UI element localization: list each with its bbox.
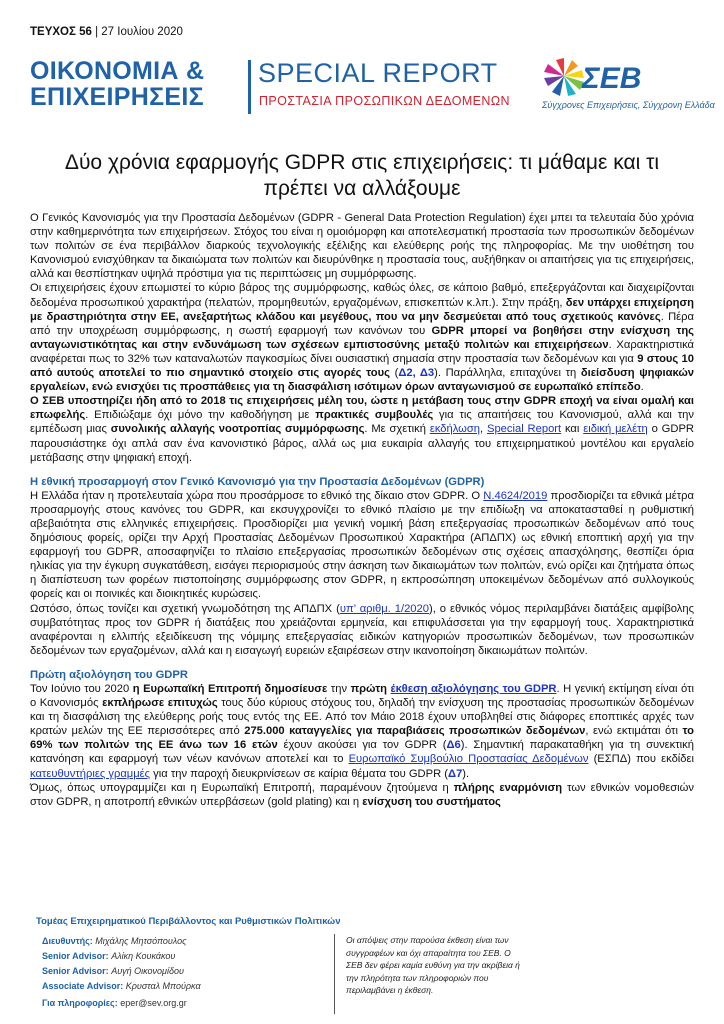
disclaimer-divider — [334, 934, 335, 1014]
issue-date: | 27 Ιουλίου 2020 — [95, 26, 183, 38]
report-subtitle: ΠΡΟΣΤΑΣΙΑ ΠΡΟΣΩΠΙΚΩΝ ΔΕΔΟΜΕΝΩΝ — [259, 94, 510, 108]
logo-tagline: Σύγχρονες Επιχειρήσεις, Σύγχρονη Ελλάδα — [542, 100, 715, 110]
paragraph-national: Η Ελλάδα ήταν η προτελευταία χώρα που προσάρμοσε το εθνικό της δίκαιο στον GDPR. Ο Ν.4624/2019 προσδιορίζει τα εθνικά μέτρα προσαρμογής στους κανόνες του GDPR, και εκσυγχρονίζει το εθνικό πλαίσιο με την επιδίωξη να αποκατασταθεί η ρυθμιστική αβεβαιότητα στις ελληνικές επιχειρήσεις. Προσδιορίζει μια γενική νομική βάση επεξεργασίας προσωπικών δεδομένων από τους δημόσιους φορείς, ορίζει την Αρχή Προστασίας Δεδομένων Προσωπικού Χαρακτήρα (ΑΠΔΠΧ) ως εθνική εποπτική αρχή για την εφαρμογή του GDPR, αποσαφηνίζει το πλαίσιο επεξεργασίας προσωπικών δεδομένων στις σχέσεις απασχόλησης, θεσπίζει όρια ηλικίας για την έγκυρη συγκατάθεση, εισάγει περιορισμούς στην άσκηση των δικαιωμάτων των πολιτών, ενώ ορίζει και ζητήματα όπως η διαπίστευση των φορέων πιστοποίησης συμμόρφωσης στον GDPR, η εκπροσώπηση υποκειμένων δεδομένων από συλλογικούς φορείς και οι ποινικές και διοικητικές κυρώσεις. — [30, 489, 694, 601]
reference-link[interactable]: Δ6 — [446, 739, 461, 752]
evaluation-report-link[interactable]: έκθεση αξιολόγησης του GDPR — [390, 683, 557, 695]
study-link[interactable]: ειδική μελέτη — [583, 423, 648, 436]
section-heading-national: Η εθνική προσαρμογή στον Γενικό Κανονισμό για την Προστασία Δεδομένων (GDPR) — [30, 475, 485, 488]
issue-number: ΤΕΥΧΟΣ 56 — [30, 26, 92, 38]
masthead-divider — [248, 60, 251, 114]
magazine-title: ΟΙΚΟΝΟΜΙΑ & ΕΠΙΧΕΙΡΗΣΕΙΣ — [30, 57, 205, 111]
issue-line — [30, 26, 183, 38]
staff-row: Associate Advisor: Κρυσταλ Μπούρκα — [42, 981, 201, 991]
staff-row: Διευθυντής: Μιχάλης Μητσόπουλος — [42, 936, 187, 946]
footer — [36, 914, 696, 1014]
staff-row: Senior Advisor: Αλίκη Κουκάκου — [42, 951, 176, 961]
reference-link[interactable]: Δ7 — [448, 767, 463, 780]
paragraph-sev: Ο ΣΕΒ υποστηρίζει ήδη από το 2018 τις επιχειρήσεις μέλη του, ώστε η μετάβαση τους στην GDPR εποχή να είναι ομαλή και επωφελής. Επιδιώξαμε όχι μόνο την καθοδήγηση με πρακτικές συμβουλές για τις απαιτήσεις του Κανονισμού, αλλά και την εμπέδωση μιας συνολικής αλλαγής νοοτροπίας συμμόρφωσης. Με σχετική εκδήλωση, Special Report και ειδική μελέτη ο GDPR παρουσιάστηκε όχι απλά σαν ένα κανονιστικό βάρος, αλλά ως μια ευκαιρία αλλαγής του επιχειρηματικού μοντέλου και εργαλείο μετάβασης στην ψηφιακή εποχή. — [30, 395, 694, 464]
staff-list — [42, 934, 201, 994]
contact-email-link[interactable]: eper@sev.org.gr — [120, 998, 187, 1008]
section-heading-evaluation: Πρώτη αξιολόγηση του GDPR — [30, 668, 188, 681]
special-report-title: SPECIAL REPORT — [258, 58, 498, 88]
special-report-link[interactable]: Special Report — [487, 423, 562, 436]
opinion-link[interactable]: υπ’ αριθμ. 1/2020 — [339, 602, 429, 615]
masthead — [30, 56, 715, 118]
disclaimer-text: Οι απόψεις στην παρούσα έκθεση είναι των συγγραφέων και όχι απαραίτητα του ΣΕΒ. Ο ΣΕΒ δεν φέρει καμία ευθύνη για την ακρίβεια ή την πληρότητα των πληροφοριών που περιλαμβάνει η έκθεση. — [346, 935, 520, 995]
event-link[interactable]: εκδήλωση — [429, 423, 481, 436]
guidelines-link[interactable]: κατευθυντήριες γραμμές — [30, 767, 151, 780]
sev-logo — [538, 56, 715, 116]
law-link[interactable]: Ν.4624/2019 — [483, 489, 548, 502]
department-name: Τομέας Επιχειρηματικού Περιβάλλοντος και Ρυθμιστικών Πολιτικών — [36, 916, 341, 927]
sev-star-icon — [542, 56, 586, 98]
edpb-link[interactable]: Ευρωπαϊκό Συμβούλιο Προστασίας Δεδομένων — [348, 753, 589, 766]
article-body — [30, 211, 694, 809]
paragraph-evaluation: Τον Ιούνιο του 2020 η Ευρωπαϊκή Επιτροπή δημοσίευσε την πρώτη έκθεση αξιολόγησης του GDPR. Η γενική εκτίμηση είναι ότι ο Κανονισμός εκπλήρωσε επιτυχώς τους δύο κύριους στόχους του, δηλαδή την ενίσχυση της προστασίας προσωπικών δεδομένων και τη διασφάλιση της ελεύθερης ροής τους εντός της ΕΕ. Από τον Μάιο 2018 έχουν υποβληθεί στις διάφορες εποπτικές αρχές των κρατών μελών της ΕΕ περισσότερες από 275.000 καταγγελίες για παραβιάσεις προσωπικών δεδομένων, ενώ εκτιμάται ότι το 69% των πολιτών της ΕΕ άνω των 16 ετών έχουν ακούσει για τον GDPR (Δ6). Σημαντική παρακαταθήκη για τη συνεκτική κατανόηση και εφαρμογή των νέων κανόνων αποτελεί και το Ευρωπαϊκό Συμβούλιο Προστασίας Δεδομένων (ΕΣΠΔ) που εκδίδει κατευθυντήριες γραμμές για την παροχή διευκρινίσεων σε καίρια θέματα του GDPR (Δ7). — [30, 683, 695, 780]
paragraph-compliance: Οι επιχειρήσεις έχουν επωμιστεί το κύριο βάρος της συμμόρφωσης, καθώς όλες, σε κάποιο βαθμό, επεξεργάζονται και διαχειρίζονται δεδομένα προσωπικού χαρακτήρα (πελατών, προμηθευτών, εργαζομένων, επισκεπτών κ.λπ.). Στην πράξη, δεν υπάρχει επιχείρηση με δραστηριότητα στην ΕΕ, ανεξαρτήτως κλάδου και μεγέθους, που να μην δεσμεύεται από τους σχετικούς κανόνες. Πέρα από την υποχρέωση συμμόρφωσης, η σωστή εφαρμογή των κανόνων του GDPR μπορεί να βοηθήσει στην ενίσχυση της ανταγωνιστικότητας και στην ενδυνάμωση των σχέσεων εμπιστοσύνης μεταξύ πολιτών και επιχειρήσεων. Χαρακτηριστικά αναφέρεται πως το 32% των καταναλωτών παγκοσμίως δίνει ουσιαστική σημασία στην προστασία των δεδομένων και για 9 στους 10 από αυτούς αποτελεί το πιο σημαντικό στοιχείο στις αγορές τους (Δ2, Δ3). Παράλληλα, επιταχύνει τη διείσδυση ψηφιακών εργαλείων, ενώ ενισχύει τις προσπάθειες για τη διασφάλιση ισότιμων όρων ανταγωνισμού σε ευρωπαϊκό επίπεδο. — [30, 282, 695, 394]
paragraph-opinion: Ωστόσο, όπως τονίζει και σχετική γνωμοδότηση της ΑΠΔΠΧ (υπ’ αριθμ. 1/2020), ο εθνικός νόμος περιλαμβάνει διατάξεις αμφίβολης συμβατότητας προς τον GDPR ή διατάξεις που χρειάζονται ερμηνεία, και επιφυλάσσεται για την εφαρμογή τους. Χαρακτηριστικά αναφέρονται η ελλιπής εξειδίκευση της νόμιμης επεξεργασίας ειδικών κατηγοριών προσωπικών δεδομένων, των προσωπικών δεδομένων των εργαζομένων, αλλά και η εισαγωγή ευρειών εξαιρέσεων στην ικανοποίηση δικαιωμάτων πολιτών. — [30, 602, 695, 657]
logo-text: ΣΕΒ — [582, 62, 642, 95]
paragraph-harmonisation: Όμως, όπως υπογραμμίζει και η Ευρωπαϊκή Επιτροπή, παραμένουν ζητούμενα η πλήρης εναρμόνιση των εθνικών νομοθεσιών στον GDPR, η αποτροπή εθνικών υπερβάσεων (gold plating) και η ενίσχυση του συστήματος — [30, 781, 694, 808]
contact-info: Για πληροφορίες: eper@sev.org.gr — [42, 998, 187, 1008]
paragraph-intro: Ο Γενικός Κανονισμός για την Προστασία Δεδομένων (GDPR - General Data Protection Regulation) έχει μπει τα τελευταία δύο χρόνια στην καθημερινότητα των επιχειρήσεων. Στόχος του είναι η ομοιόμορφη και αποτελεσματική προστασία των προσωπικών δεδομένων των πολιτών σε ένα περιβάλλον διαρκούς τεχνολογικής εξέλιξης και ελεύθερης ροής της πληροφορίας. Με την υιοθέτηση του Κανονισμού ενισχύθηκαν τα δικαιώματα των πολιτών και διευρύνθηκε η προστασία τους, αυξήθηκαν οι απαιτήσεις για τις επιχειρήσεις, αλλά και θεσπίστηκαν υψηλά πρόστιμα για τις περιπτώσεις μη συμμόρφωσης. — [30, 212, 694, 281]
reference-link[interactable]: Δ2, Δ3 — [398, 367, 435, 380]
page-title: Δύο χρόνια εφαρμογής GDPR στις επιχειρήσεις: τι μάθαμε και τι πρέπει να αλλάξουμε — [64, 151, 660, 200]
staff-row: Senior Advisor: Αυγή Οικονομίδου — [42, 966, 184, 976]
